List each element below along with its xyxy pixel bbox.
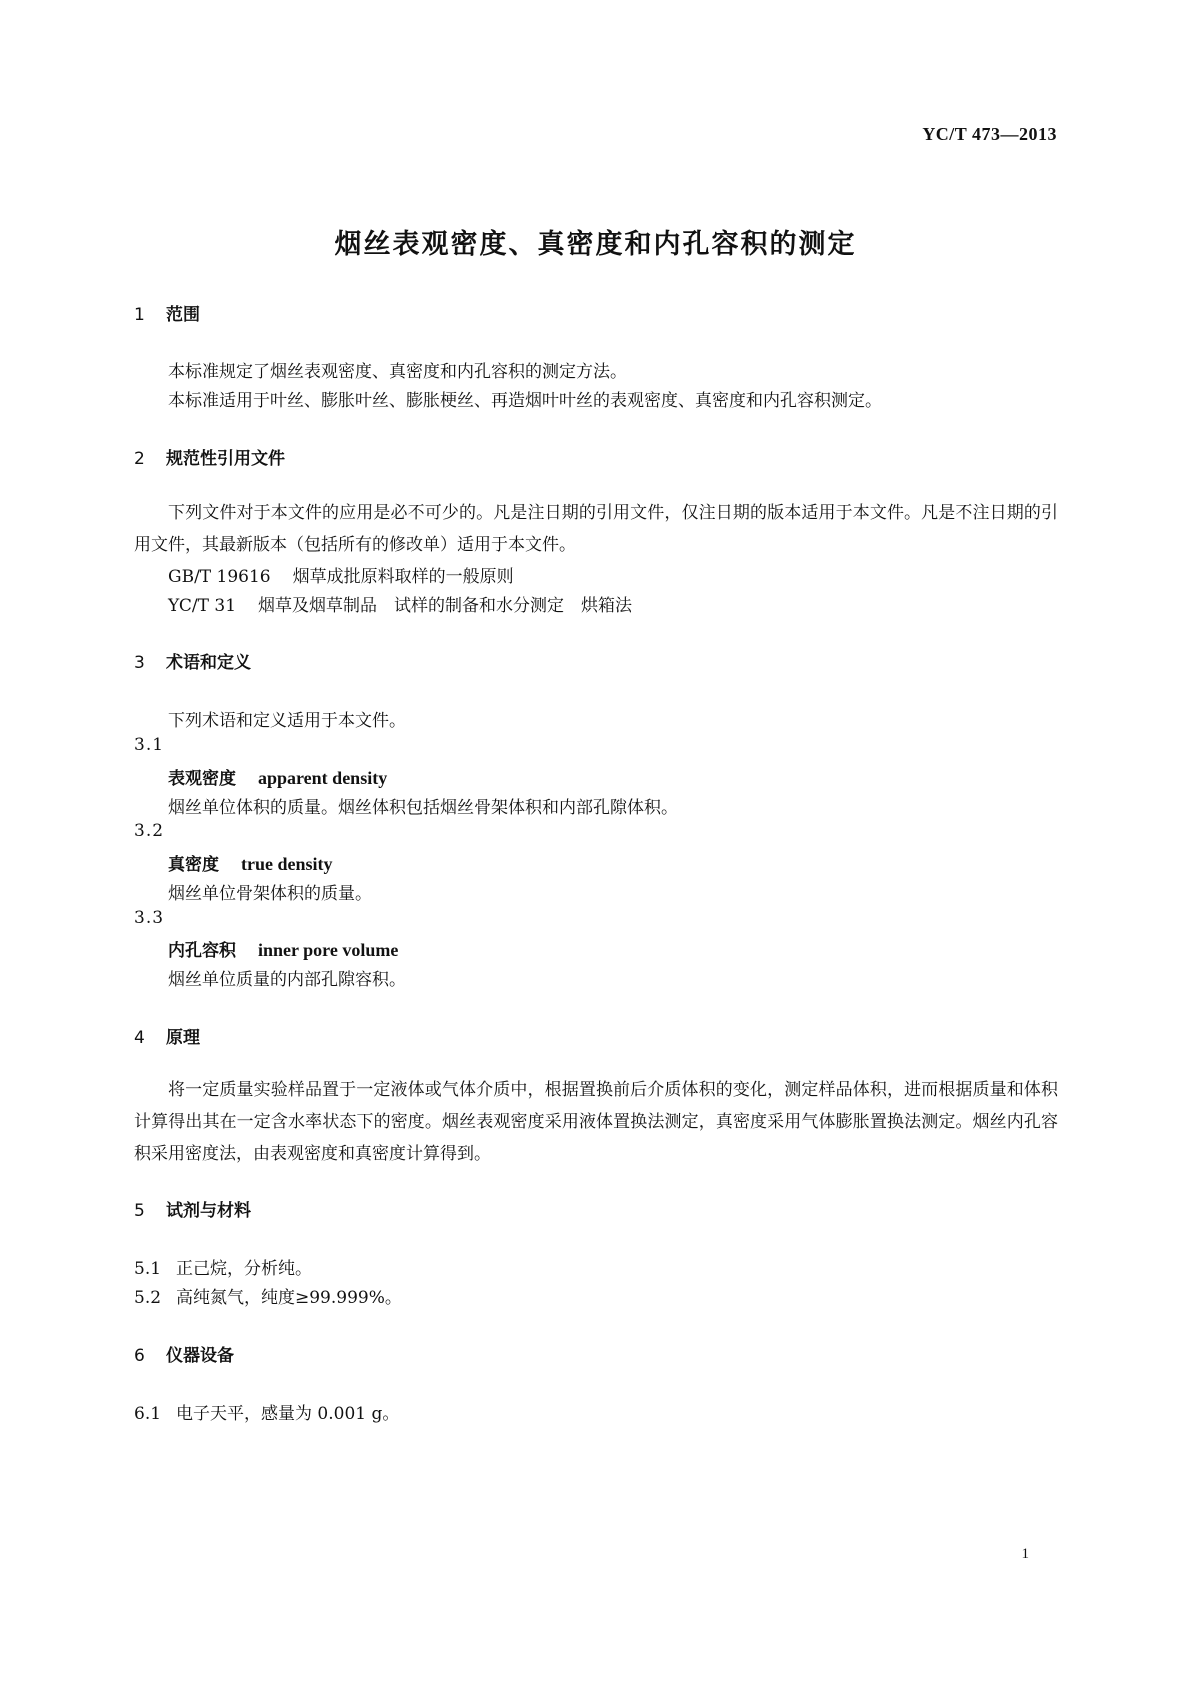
term-zh: 内孔容积 — [168, 941, 236, 961]
item-number: 6.1 — [134, 1404, 162, 1424]
term-definition: 烟丝单位骨架体积的质量。 — [168, 884, 372, 904]
paragraph: 下列文件对于本文件的应用是必不可少的。凡是注日期的引用文件，仅注日期的版本适用于本文件。凡是不注日期的引用文件，其最新版本（包括所有的修改单）适用于本文件。 — [134, 503, 1058, 555]
section-2-heading — [134, 444, 285, 469]
section-title: 仪器设备 — [166, 1346, 234, 1366]
section-title: 试剂与材料 — [166, 1201, 251, 1221]
list-item — [134, 1399, 399, 1424]
item-number: 5.2 — [134, 1288, 162, 1308]
paragraph: 将一定质量实验样品置于一定液体或气体介质中，根据置换前后介质体积的变化，测定样品体积，进而根据质量和体积计算得出其在一定含水率状态下的密度。烟丝表观密度采用液体置换法测定，真密度采用气体膨胀置换法测定。烟丝内孔容积采用密度法，由表观密度和真密度计算得到。 — [134, 1080, 1058, 1164]
section-number: 2 — [134, 449, 145, 469]
term-definition: 烟丝单位体积的质量。烟丝体积包括烟丝骨架体积和内部孔隙体积。 — [168, 798, 678, 818]
paragraph: 下列术语和定义适用于本文件。 — [168, 711, 406, 731]
reference-title: 烟草成批原料取样的一般原则 — [292, 567, 514, 587]
standard-code: YC/T 473—2013 — [922, 124, 1057, 144]
term-zh: 真密度 — [168, 855, 219, 875]
term-zh: 表观密度 — [168, 769, 236, 789]
term-definition: 烟丝单位质量的内部孔隙容积。 — [168, 970, 406, 990]
term-en: true density — [241, 854, 333, 874]
reference-code: YC/T 31 — [168, 596, 237, 616]
reference-code: GB/T 19616 — [168, 567, 271, 587]
section-number: 1 — [134, 305, 145, 325]
section-number: 6 — [134, 1346, 145, 1366]
paragraph: 本标准规定了烟丝表观密度、真密度和内孔容积的测定方法。 — [168, 362, 627, 382]
section-3-heading — [134, 648, 251, 673]
section-5-heading — [134, 1196, 251, 1221]
list-item — [134, 1254, 312, 1279]
item-text: 电子天平，感量为 0.001 g。 — [176, 1404, 400, 1424]
section-title: 术语和定义 — [166, 653, 251, 673]
section-number: 3 — [134, 653, 145, 673]
term-number: 3.3 — [134, 908, 165, 928]
document-title: 烟丝表观密度、真密度和内孔容积的测定 — [334, 229, 857, 260]
section-4-heading — [134, 1023, 200, 1048]
section-title: 规范性引用文件 — [166, 449, 285, 469]
list-item — [134, 1283, 402, 1308]
item-text: 高纯氮气，纯度≥99.999%。 — [176, 1288, 402, 1308]
normative-reference — [168, 562, 514, 587]
term-entry — [168, 764, 387, 789]
section-6-heading — [134, 1341, 234, 1366]
term-number: 3.1 — [134, 735, 165, 755]
normative-reference — [168, 591, 632, 616]
reference-title: 烟草及烟草制品 试样的制备和水分测定 烘箱法 — [258, 596, 633, 616]
term-en: apparent density — [258, 768, 388, 788]
term-number: 3.2 — [134, 821, 165, 841]
section-title: 原理 — [166, 1028, 200, 1048]
term-entry — [168, 936, 398, 961]
section-number: 4 — [134, 1028, 145, 1048]
page-number: 1 — [1021, 1546, 1029, 1562]
term-entry — [168, 850, 333, 875]
section-1-heading — [134, 300, 200, 325]
section-number: 5 — [134, 1201, 145, 1221]
section-title: 范围 — [166, 305, 200, 325]
paragraph: 本标准适用于叶丝、膨胀叶丝、膨胀梗丝、再造烟叶叶丝的表观密度、真密度和内孔容积测定。 — [168, 391, 882, 411]
item-text: 正己烷，分析纯。 — [176, 1259, 312, 1279]
item-number: 5.1 — [134, 1259, 162, 1279]
term-en: inner pore volume — [258, 940, 399, 960]
